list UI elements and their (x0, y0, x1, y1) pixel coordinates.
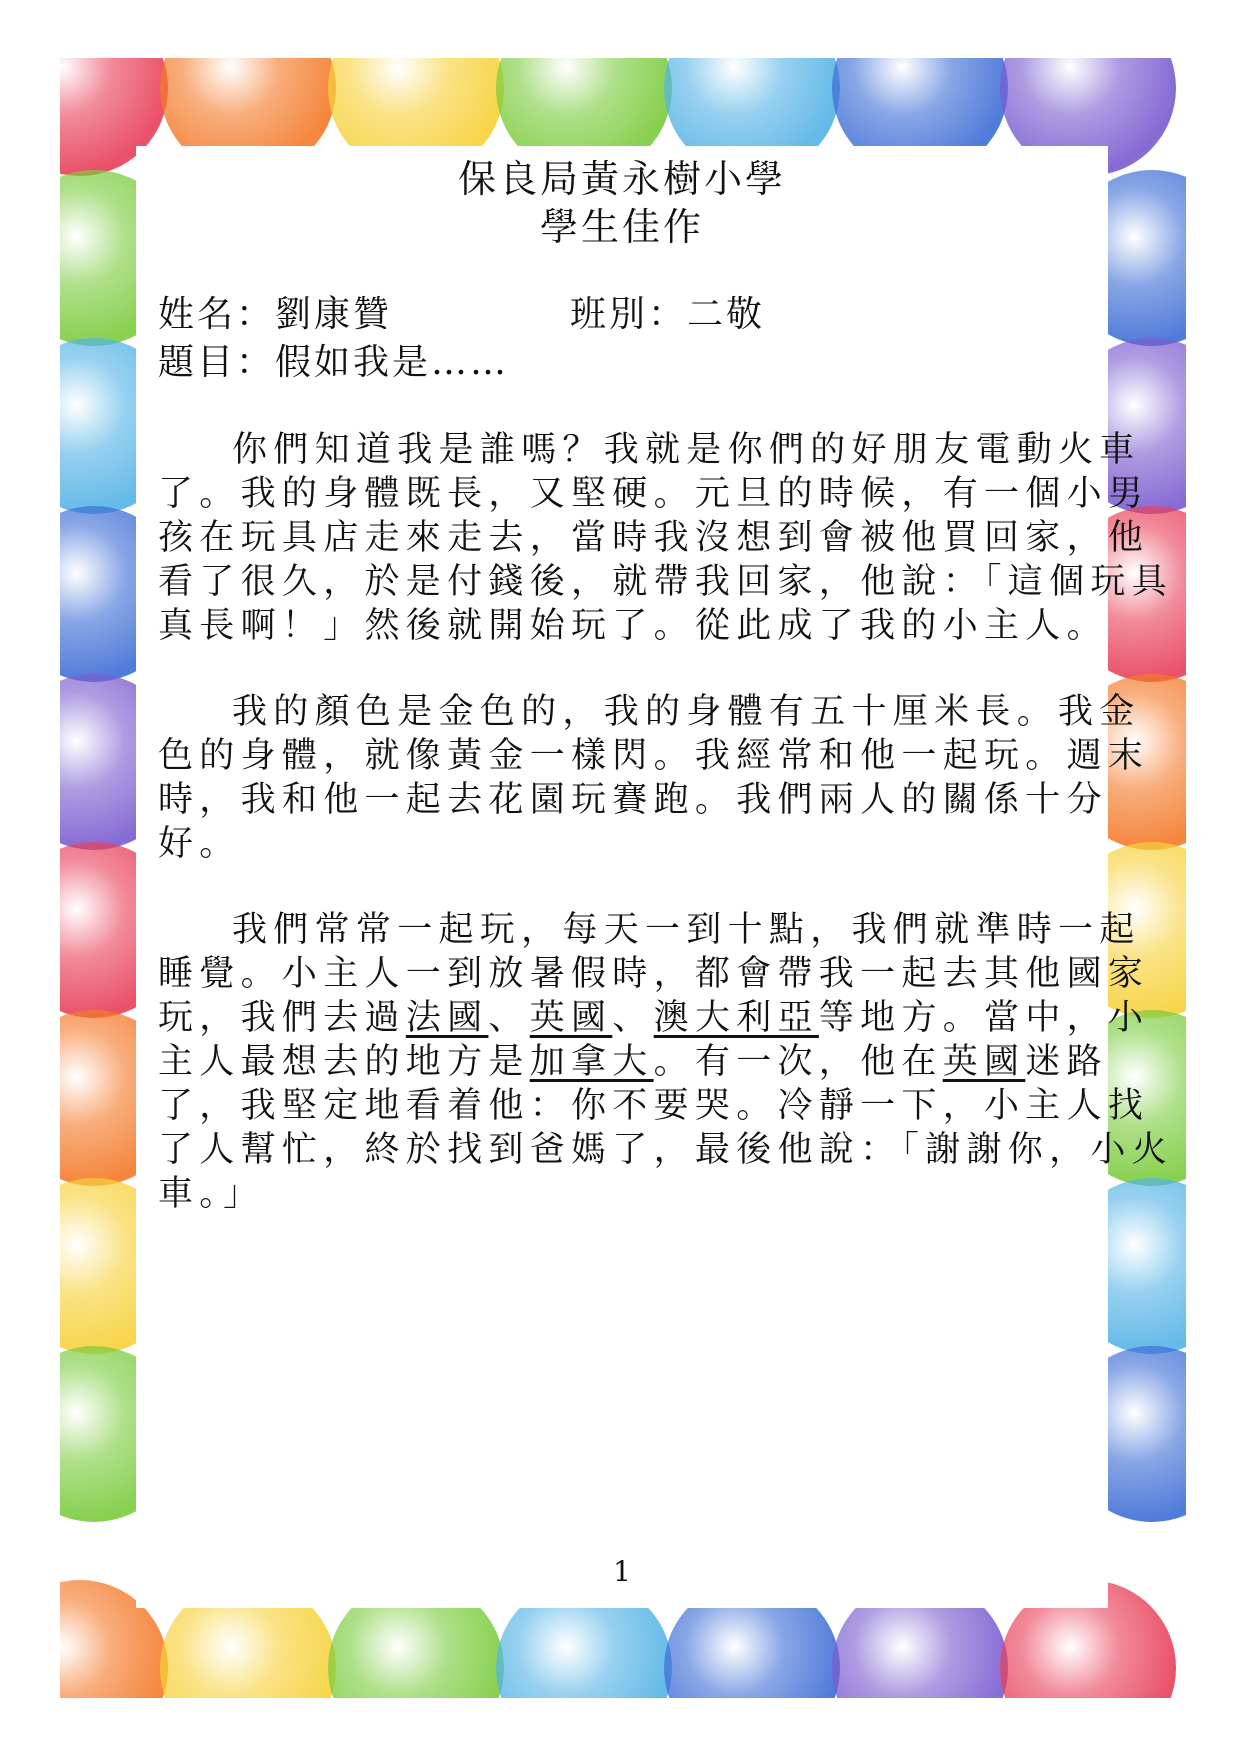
class-label: 班別： (570, 294, 688, 335)
text-segment: 等地方。當中，小 (818, 998, 1150, 1038)
text-segment: 、 (612, 998, 654, 1038)
place-name-uk: 英國 (942, 1042, 1026, 1082)
text-segment: 。有一次，他在 (653, 1042, 943, 1082)
student-name-row (158, 286, 392, 337)
paragraph-3-line (158, 990, 1149, 1040)
text-segment: 、 (488, 998, 530, 1038)
paragraph-2-line: 時，我和他一起去花園玩賽跑。我們兩人的關係十分 (158, 780, 1108, 820)
paragraph-3-line: 我們常常一起玩，每天一到十點，我們就準時一起 (232, 910, 1141, 950)
paragraph-1-line: 了。我的身體既長，又堅硬。元旦的時候，有一個小男 (158, 474, 1150, 514)
text-segment: 主人最想去的地方是 (158, 1042, 530, 1082)
topic-value: 假如我是…… (275, 342, 510, 383)
page-number: 1 (613, 1555, 631, 1588)
place-name-australia: 澳大利亞 (653, 998, 819, 1038)
place-name-canada: 加拿大 (529, 1042, 654, 1082)
place-name-uk: 英國 (529, 998, 613, 1038)
paragraph-1-line: 看了很久，於是付錢後，就帶我回家，他說：「這個玩具 (158, 562, 1174, 602)
topic-label: 題目： (158, 342, 276, 383)
place-name-france: 法國 (405, 998, 489, 1038)
paragraph-1-line: 真長啊！」然後就開始玩了。從此成了我的小主人。 (158, 606, 1108, 646)
paragraph-1-line: 你們知道我是誰嗎？我就是你們的好朋友電動火車 (232, 430, 1141, 470)
name-label: 姓名： (158, 294, 276, 335)
page-sheet (136, 146, 1174, 1608)
paragraph-3-line (158, 1034, 1108, 1084)
topic-row (158, 334, 509, 385)
class-value: 二敬 (687, 294, 766, 335)
class-row (570, 286, 765, 337)
paragraph-3-line: 了，我堅定地看着他：你不要哭。冷靜一下，小主人找 (158, 1086, 1150, 1126)
page-subtitle: 學生佳作 (539, 205, 704, 249)
paragraph-2-line: 色的身體，就像黃金一樣閃。我經常和他一起玩。週末 (158, 736, 1150, 776)
paragraph-2-line: 我的顏色是金色的，我的身體有五十厘米長。我金 (232, 692, 1141, 732)
name-value: 劉康贊 (275, 294, 393, 335)
school-name: 保良局黃永樹小學 (457, 157, 786, 201)
paragraph-3-line: 車。」 (158, 1174, 265, 1214)
paragraph-2-line: 好。 (158, 824, 241, 864)
paragraph-1-line: 孩在玩具店走來走去，當時我沒想到會被他買回家，他 (158, 518, 1150, 558)
paragraph-3-line: 了人幫忙，終於找到爸媽了，最後他說：「謝謝你，小火 (158, 1130, 1174, 1170)
text-segment: 玩，我們去過 (158, 998, 406, 1038)
paragraph-3-line: 睡覺。小主人一到放暑假時，都會帶我一起去其他國家 (158, 954, 1150, 994)
text-segment: 迷路 (1025, 1042, 1108, 1082)
